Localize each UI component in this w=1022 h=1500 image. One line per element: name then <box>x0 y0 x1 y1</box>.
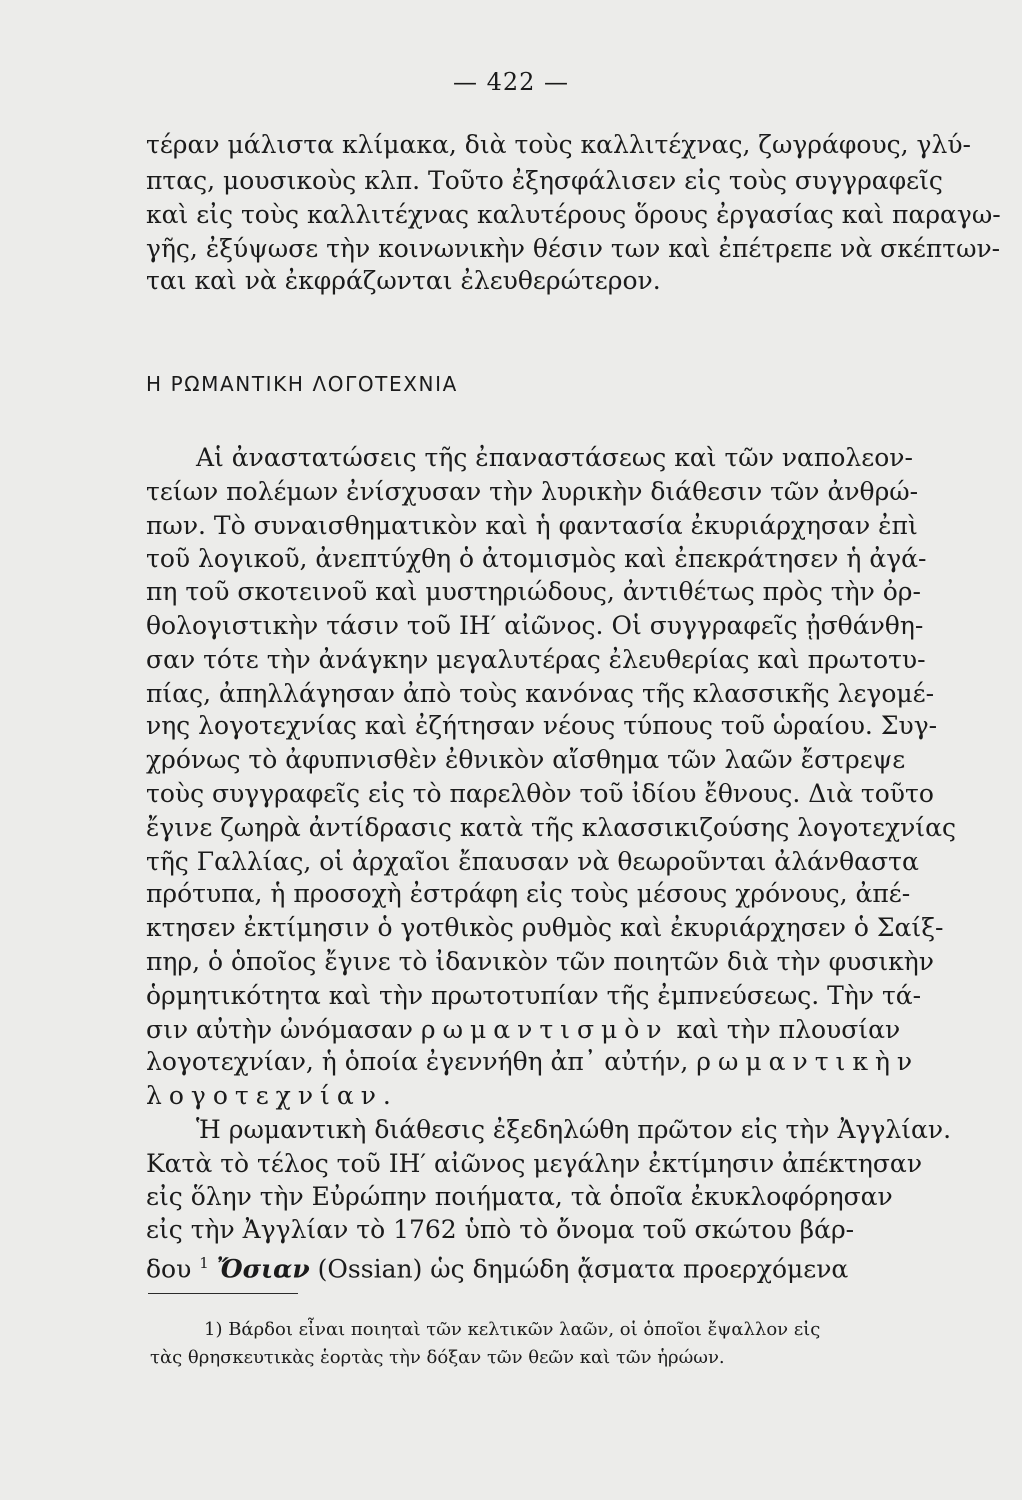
romanticism-line <box>146 1014 966 1046</box>
text-line: τοὺς συγγραφεῖς εἰς τὸ παρελθὸν τοῦ ἰδίου ἔθνους. Διὰ τοῦτο <box>146 779 934 808</box>
text-line: πηρ, ὁ ὁποῖος ἔγινε τὸ ἰδανικὸν τῶν ποιητῶν διὰ τὴν φυσικὴν <box>146 947 934 976</box>
text-line: Ἡ ρωμαντικὴ διάθεσις ἐξεδηλώθη πρῶτον εἰς τὴν Ἀγγλίαν. <box>196 1115 952 1144</box>
text-line: καὶ εἰς τοὺς καλλιτέχνας καλυτέρους ὅρους ἐργασίας καὶ παραγω- <box>146 200 1001 229</box>
line-text: σιν αὐτὴν ὠνόμασαν <box>146 1015 421 1044</box>
text-line: ὁρμητικότητα καὶ τὴν πρωτοτυπίαν τῆς ἐμπνεύσεως. Τὴν τά- <box>146 981 922 1010</box>
ossian-line <box>146 1247 966 1285</box>
line-text: (Ossian) ὡς δημώδη ᾄσματα προερχόμενα <box>309 1254 849 1284</box>
text-line: εἰς τὴν Ἀγγλίαν τὸ 1762 ὑπὸ τὸ ὄνομα τοῦ σκώτου βάρ- <box>146 1215 855 1244</box>
text-line: πη τοῦ σκοτεινοῦ καὶ μυστηριώδους, ἀντιθέτως πρὸς τὴν ὀρ- <box>146 577 921 606</box>
text-line: πίας, ἀπηλλάγησαν ἀπὸ τοὺς κανόνας τῆς κλασσικῆς λεγομέ- <box>146 679 935 708</box>
spaced-term-literature: λογοτεχνίαν. <box>146 1081 398 1110</box>
footnote-line: τὰς θρησκευτικὰς ἑορτὰς τὴν δόξαν τῶν θεῶν καὶ τῶν ἡρώων. <box>150 1347 725 1368</box>
text-line: τείων πολέμων ἐνίσχυσαν τὴν λυρικὴν διάθεσιν τῶν ἀνθρώ- <box>146 477 919 506</box>
line-text: λογοτεχνίαν, ἡ ὁποία ἐγεννήθη ἀπ᾽ αὐτήν, <box>146 1047 697 1076</box>
romantic-line <box>146 1046 966 1078</box>
text-line: γῆς, ἐξύψωσε τὴν κοινωνικὴν θέσιν των καὶ ἐπέτρεπε νὰ σκέπτων- <box>146 234 1001 263</box>
text-line: κτησεν ἐκτίμησιν ὁ γοτθικὸς ρυθμὸς καὶ ἐκυριάρχησεν ὁ Σαίξ- <box>146 913 944 942</box>
text-line: τοῦ λογικοῦ, ἀνεπτύχθη ὁ ἀτομισμὸς καὶ ἐπεκράτησεν ἡ ἀγά- <box>146 544 927 573</box>
line-text: καὶ τὴν πλουσίαν <box>668 1015 901 1044</box>
footnote-divider <box>148 1293 298 1294</box>
line-text: δου <box>146 1254 200 1284</box>
spaced-term-romanticism: ρωμαντισμὸν <box>420 1015 669 1044</box>
footnote-line: 1) Βάρδοι εἶναι ποιηταὶ τῶν κελτικῶν λαῶν, οἱ ὁποῖοι ἔψαλλον εἰς <box>204 1319 821 1340</box>
text-line: πων. Τὸ συναισθηματικὸν καὶ ἡ φαντασία ἐκυριάρχησαν ἐπὶ <box>146 511 918 540</box>
section-heading: Η ΡΩΜΑΝΤΙΚΗ ΛΟΓΟΤΕΧΝΙΑ <box>146 372 458 396</box>
text-line: ἔγινε ζωηρὰ ἀντίδρασις κατὰ τῆς κλασσικιζούσης λογοτεχνίας <box>146 813 956 842</box>
text-line <box>146 1080 966 1112</box>
text-line: Κατὰ τὸ τέλος τοῦ ΙΗ′ αἰῶνος μεγάλην ἐκτίμησιν ἀπέκτησαν <box>146 1149 923 1178</box>
page-number: — 422 — <box>452 68 570 96</box>
text-line: χρόνως τὸ ἀφυπνισθὲν ἐθνικὸν αἴσθημα τῶν λαῶν ἔστρεψε <box>146 745 906 774</box>
text-line: νης λογοτεχνίας καὶ ἐζήτησαν νέους τύπους τοῦ ὡραίου. Συγ- <box>146 711 938 740</box>
text-line: Αἱ ἀναστατώσεις τῆς ἐπαναστάσεως καὶ τῶν ναπολεον- <box>196 443 913 472</box>
footnote-reference: 1 <box>199 1254 209 1272</box>
text-line: τῆς Γαλλίας, οἱ ἀρχαῖοι ἔπαυσαν νὰ θεωροῦνται ἀλάνθαστα <box>146 847 919 876</box>
text-line: θολογιστικὴν τάσιν τοῦ ΙΗ′ αἰῶνος. Οἱ συγγραφεῖς ᾐσθάνθη- <box>146 611 924 640</box>
ossian-name: Ὄσιαν <box>216 1254 310 1284</box>
spaced-term-romantic: ρωμαντικὴν <box>696 1047 920 1076</box>
text-line: σαν τότε τὴν ἀνάγκην μεγαλυτέρας ἐλευθερίας καὶ πρωτοτυ- <box>146 645 926 674</box>
text-line: πτας, μουσικοὺς κλπ. Τοῦτο ἐξησφάλισεν εἰς τοὺς συγγραφεῖς <box>146 166 943 195</box>
text-line: πρότυπα, ἡ προσοχὴ ἐστράφη εἰς τοὺς μέσους χρόνους, ἀπέ- <box>146 879 911 908</box>
text-line: τέραν μάλιστα κλίμακα, διὰ τοὺς καλλιτέχνας, ζωγράφους, γλύ- <box>146 130 971 159</box>
text-line: ται καὶ νὰ ἐκφράζωνται ἐλευθερώτερον. <box>146 266 661 295</box>
text-line: εἰς ὅλην τὴν Εὐρώπην ποιήματα, τὰ ὁποῖα ἐκυκλοφόρησαν <box>146 1182 893 1211</box>
